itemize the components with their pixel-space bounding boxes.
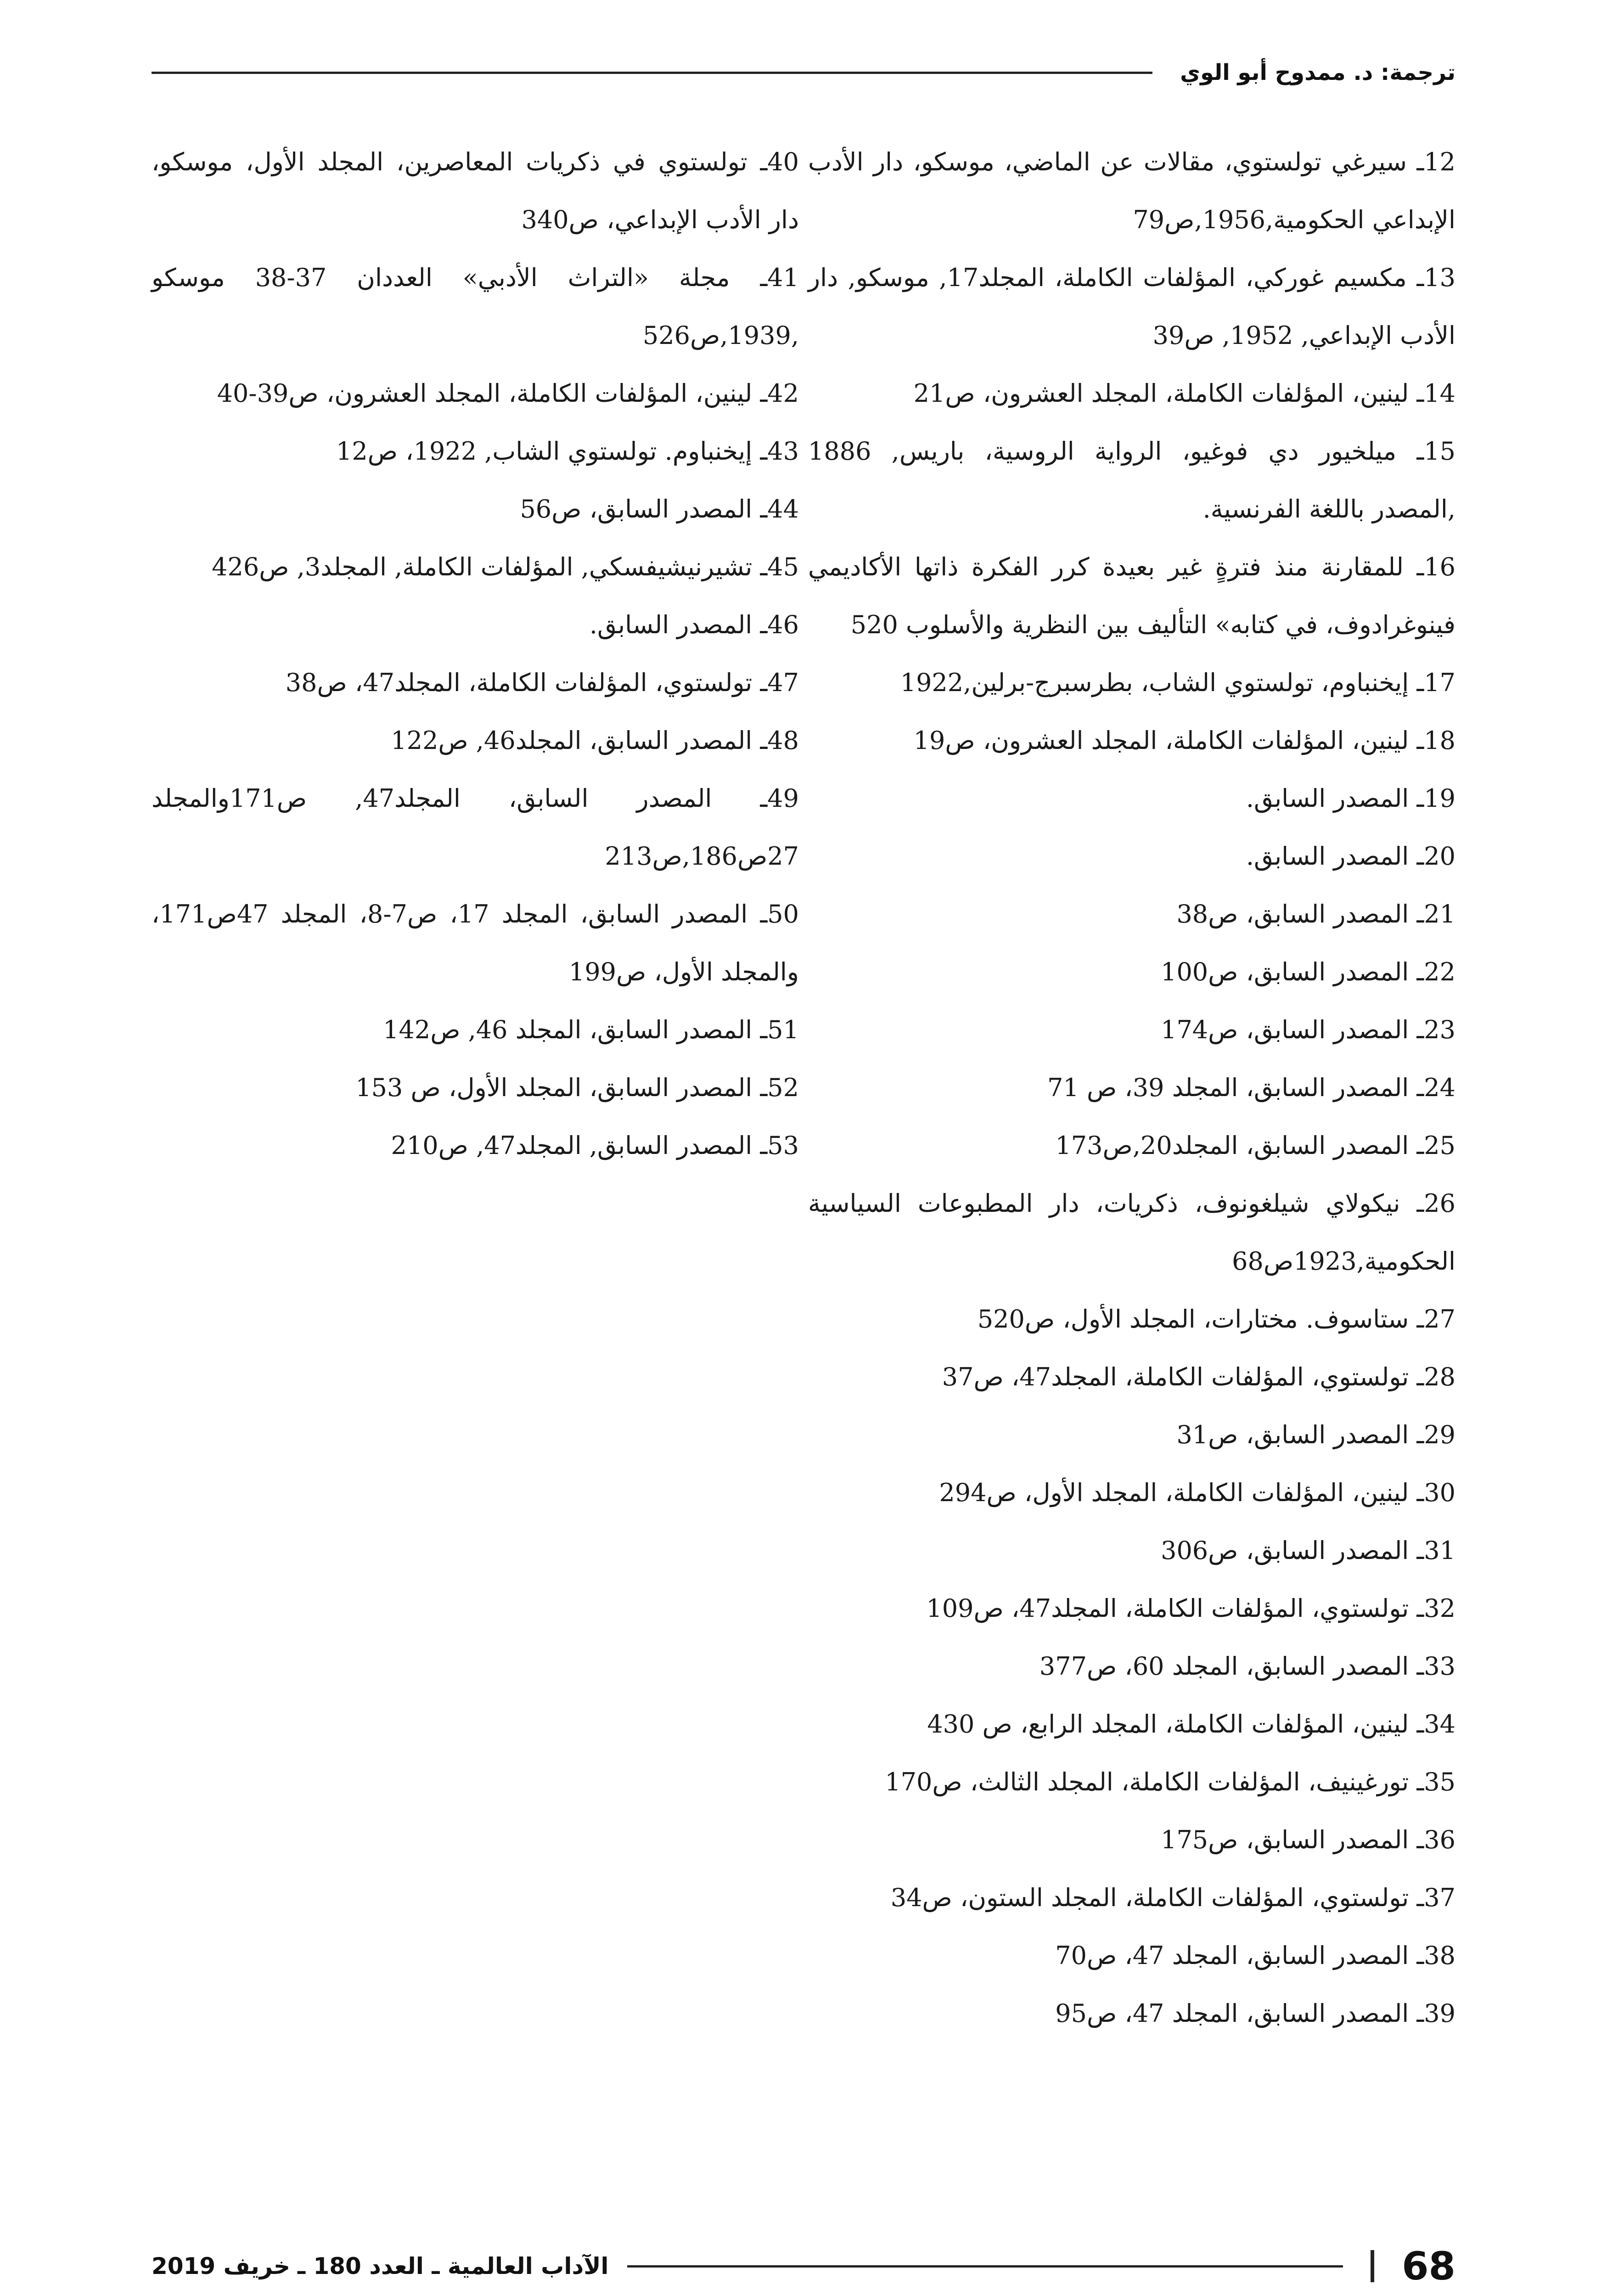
endnote-46: 46ـ المصدر السابق. [589, 610, 799, 639]
endnotes-column-left [152, 133, 799, 1175]
endnote-34: 34ـ لينين، المؤلفات الكاملة، المجلد الرابع، ص 430 [927, 1710, 1455, 1739]
endnote-53: 53ـ المصدر السابق, المجلد47, ص210 [391, 1131, 799, 1160]
endnote-42: 42ـ لينين، المؤلفات الكاملة، المجلد العشرون، ص39-40 [217, 379, 799, 408]
endnote-13: 13ـ مكسيم غوركي، المؤلفات الكاملة، المجلد17, موسكو, دار الأدب الإبداعي, 1952, ص39 [808, 263, 1456, 350]
journal-name: الآداب العالمية ـ العدد 180 ـ [297, 2253, 609, 2279]
endnote-27: 27ـ ستاسوف. مختارات، المجلد الأول، ص520 [977, 1305, 1455, 1334]
endnote-29: 29ـ المصدر السابق، ص31 [1176, 1420, 1455, 1449]
endnote-35: 35ـ تورغينيف، المؤلفات الكاملة، المجلد الثالث، ص170 [885, 1767, 1455, 1796]
endnote-17: 17ـ إيخنباوم، تولستوي الشاب، بطرسبرج-برلين,1922 [900, 668, 1455, 697]
endnote-33: 33ـ المصدر السابق، المجلد 60، ص377 [1039, 1652, 1455, 1681]
endnote-32: 32ـ تولستوي، المؤلفات الكاملة، المجلد47، ص109 [926, 1594, 1455, 1623]
endnote-43: 43ـ إيخنباوم. تولستوي الشاب, 1922، ص12 [336, 437, 799, 466]
endnote-22: 22ـ المصدر السابق، ص100 [1161, 957, 1455, 986]
endnote-31: 31ـ المصدر السابق، ص306 [1161, 1536, 1455, 1565]
endnote-45: 45ـ تشيرنيشيفسكي, المؤلفات الكاملة, المجلد3, ص426 [212, 552, 799, 581]
endnote-48: 48ـ المصدر السابق، المجلد46, ص122 [391, 726, 799, 755]
footer-rule [627, 2265, 1343, 2268]
header-rule [152, 72, 1152, 74]
footer-divider [1371, 2250, 1374, 2282]
endnote-21: 21ـ المصدر السابق، ص38 [1176, 900, 1455, 929]
endnote-37: 37ـ تولستوي، المؤلفات الكاملة، المجلد الستون، ص34 [890, 1883, 1455, 1912]
endnote-24: 24ـ المصدر السابق، المجلد 39، ص 71 [1047, 1073, 1455, 1102]
issue-season-year: خريف 2019 [152, 2253, 291, 2279]
endnote-44: 44ـ المصدر السابق، ص56 [520, 495, 799, 523]
endnote-23: 23ـ المصدر السابق، ص174 [1161, 1015, 1455, 1044]
endnote-19: 19ـ المصدر السابق. [1246, 784, 1455, 813]
page-number: 68 [1402, 2244, 1455, 2289]
endnote-47: 47ـ تولستوي، المؤلفات الكاملة، المجلد47، ص38 [285, 668, 799, 697]
endnote-18: 18ـ لينين، المؤلفات الكاملة، المجلد العشرون، ص19 [913, 726, 1455, 755]
endnote-15: 15ـ ميلخيور دي فوغيو، الرواية الروسية، باريس, 1886 ,المصدر باللغة الفرنسية. [808, 437, 1455, 523]
page-header [152, 54, 1455, 91]
endnote-30: 30ـ لينين، المؤلفات الكاملة، المجلد الأول، ص294 [939, 1478, 1455, 1507]
journal-issue [152, 2253, 609, 2279]
endnote-16: 16ـ للمقارنة منذ فترةٍ غير بعيدة كرر الفكرة ذاتها الأكاديمي فينوغرادوف، في كتابه» التأليف بين النظرية والأسلوب 520 [808, 552, 1455, 639]
endnote-25: 25ـ المصدر السابق، المجلد20,ص173 [1055, 1131, 1455, 1160]
endnote-49: 49ـ المصدر السابق، المجلد47, ص171والمجلد 27ص186,ص213 [152, 784, 799, 871]
endnote-26: 26ـ نيكولاي شيلغونوف، ذكريات، دار المطبوعات السياسية الحكومية,1923ص68 [808, 1189, 1455, 1276]
endnote-14: 14ـ لينين، المؤلفات الكاملة، المجلد العشرون، ص21 [913, 379, 1455, 408]
endnote-41: 41ـ مجلة «التراث الأدبي» العددان 37-38 موسكو ,1939,ص526 [152, 263, 799, 350]
endnote-20: 20ـ المصدر السابق. [1246, 842, 1455, 871]
page-footer [152, 2241, 1455, 2291]
endnote-40: 40ـ تولستوي في ذكريات المعاصرين، المجلد الأول، موسكو، دار الأدب الإبداعي، ص340 [152, 147, 799, 234]
endnote-12: 12ـ سيرغي تولستوي، مقالات عن الماضي، موسكو، دار الأدب الإبداعي الحكومية,1956,ص79 [808, 147, 1455, 234]
translator-credit: ترجمة: د. ممدوح أبو الوي [1180, 60, 1455, 85]
endnote-52: 52ـ المصدر السابق، المجلد الأول، ص 153 [355, 1073, 799, 1102]
endnote-50: 50ـ المصدر السابق، المجلد 17، ص7-8، المجلد 47ص171، والمجلد الأول، ص199 [152, 900, 799, 986]
endnote-51: 51ـ المصدر السابق، المجلد 46, ص142 [383, 1015, 799, 1044]
endnote-39: 39ـ المصدر السابق، المجلد 47، ص95 [1055, 1999, 1455, 2028]
endnote-36: 36ـ المصدر السابق، ص175 [1161, 1825, 1455, 1854]
endnote-28: 28ـ تولستوي، المؤلفات الكاملة، المجلد47، ص37 [942, 1362, 1455, 1391]
endnotes-column-right [808, 133, 1455, 2043]
endnote-38: 38ـ المصدر السابق، المجلد 47، ص70 [1055, 1941, 1455, 1970]
